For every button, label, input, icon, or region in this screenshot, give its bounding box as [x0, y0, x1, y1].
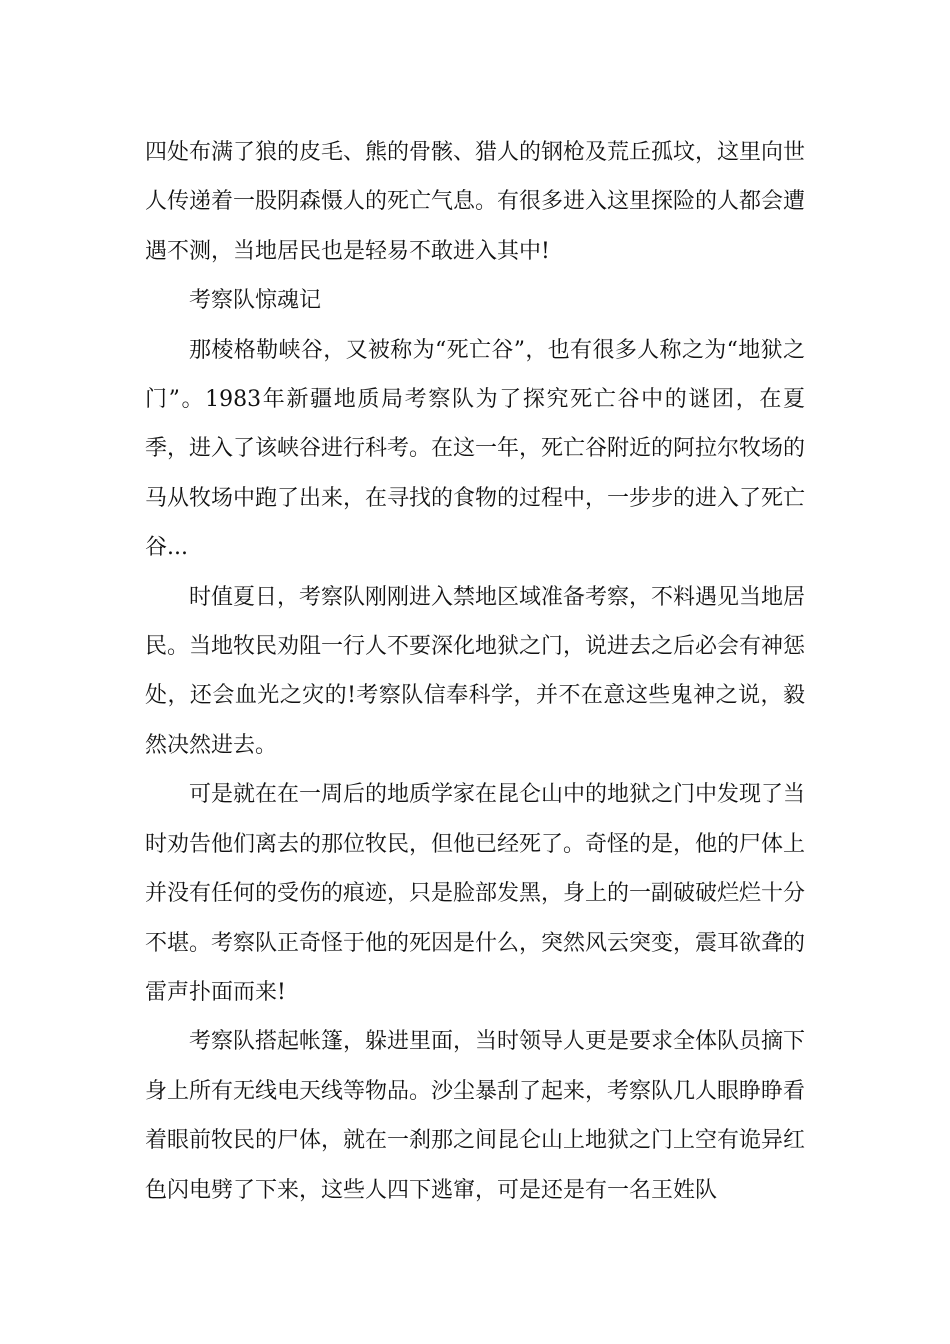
paragraph: 那棱格勒峡谷，又被称为“死亡谷”，也有很多人称之为“地狱之门”。1983年新疆地质局考察队为了探究死亡谷中的谜团，在夏季，进入了该峡谷进行科考。在这一年，死亡谷附近的阿拉尔牧场的马从牧场中跑了出来，在寻找的食物的过程中，一步步的进入了死亡谷...	[145, 337, 806, 561]
paragraph: 可是就在在一周后的地质学家在昆仑山中的地狱之门中发现了当时劝告他们离去的那位牧民，但他已经死了。奇怪的是，他的尸体上并没有任何的受伤的痕迹，只是脸部发黑，身上的一副破破烂烂十分不堪。考察队正奇怪于他的死因是什么，突然风云突变，震耳欲聋的雷声扑面而来!	[145, 782, 806, 1005]
paragraph-continuation: 四处布满了狼的皮毛、熊的骨骸、猎人的钢枪及荒丘孤坟，这里向世人传递着一股阴森慑人的死亡气息。有很多进入这里探险的人都会遭遇不测，当地居民也是轻易不敢进入其中!	[145, 140, 806, 264]
section-heading: 考察队惊魂记	[189, 288, 322, 314]
document-body	[145, 128, 805, 1215]
paragraph: 考察队搭起帐篷，躲进里面，当时领导人更是要求全体队员摘下身上所有无线电天线等物品。沙尘暴刮了起来，考察队几人眼睁睁看着眼前牧民的尸体，就在一刹那之间昆仑山上地狱之门上空有诡异红色闪电劈了下来，这些人四下逃窜，可是还是有一名王姓队	[145, 1029, 806, 1203]
paragraph: 时值夏日，考察队刚刚进入禁地区域准备考察，不料遇见当地居民。当地牧民劝阻一行人不要深化地狱之门，说进去之后必会有神惩处，还会血光之灾的!考察队信奉科学，并不在意这些鬼神之说，毅然决然进去。	[145, 584, 806, 758]
